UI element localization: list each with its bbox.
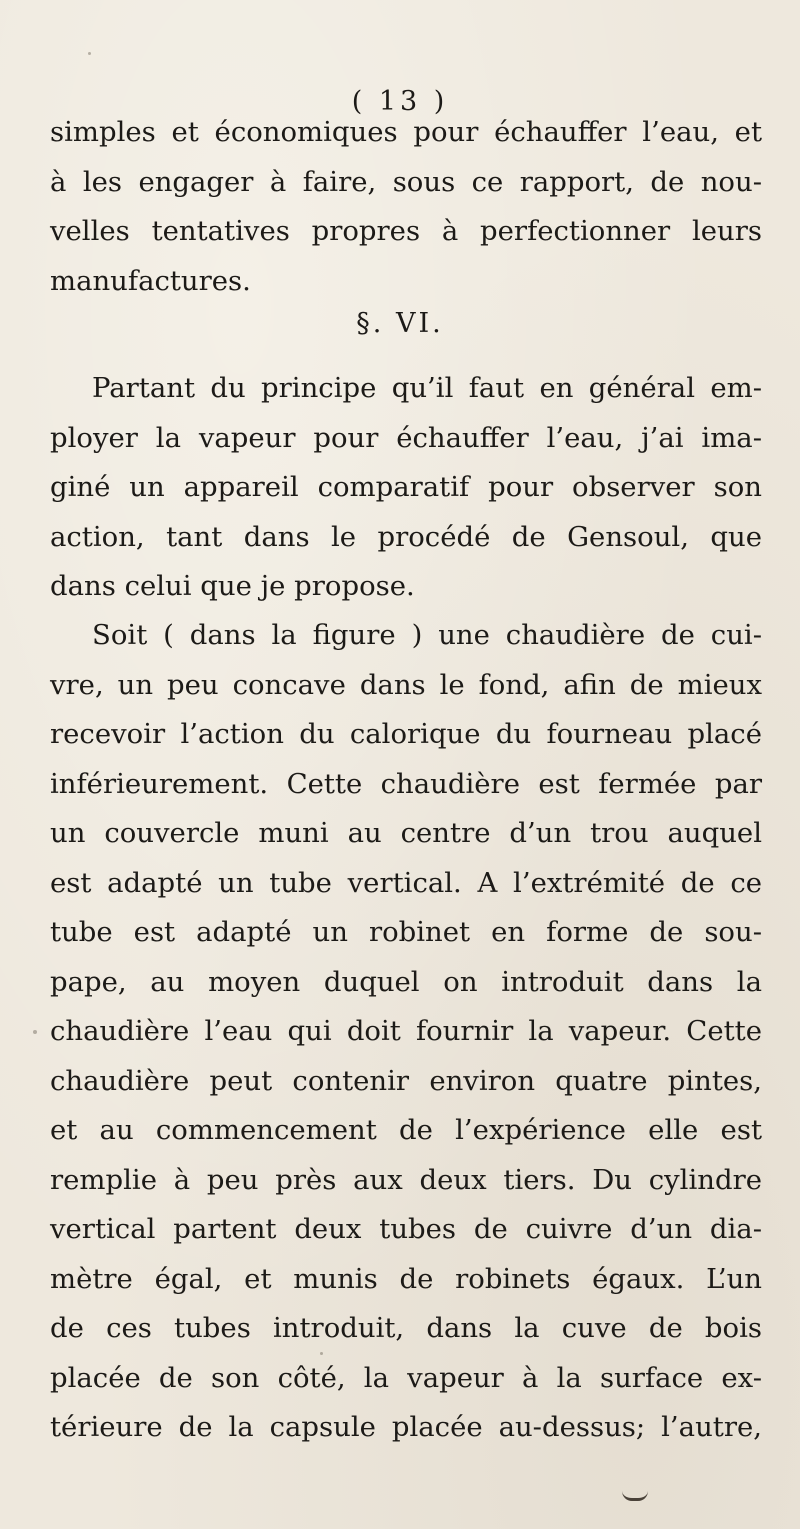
text-line: inférieurement. Cette chaudière est fermée par [50, 767, 762, 800]
text-line: tube est adapté un robinet en forme de sou- [50, 916, 762, 948]
text-line: placée de son côté, la vapeur à la surface ex- [50, 1361, 762, 1394]
text-line: dans celui que je propose. [50, 570, 415, 602]
text-line: giné un appareil comparatif pour observer son [50, 471, 762, 503]
page-number: ( 13 ) [351, 86, 449, 117]
text-line: mètre égal, et munis de robinets égaux. L’un [50, 1262, 762, 1295]
text-line: recevoir l’action du calorique du fourneau placé [50, 718, 762, 750]
text-line: chaudière peut contenir environ quatre pintes, [50, 1064, 762, 1097]
text-line: un couvercle muni au centre d’un trou auquel [50, 817, 762, 849]
ink-mark [622, 1488, 648, 1501]
text-line: et au commencement de l’expérience elle est [50, 1114, 762, 1146]
paper-speck [320, 1352, 323, 1355]
paragraph-three [50, 611, 762, 1453]
text-line: chaudière l’eau qui doit fournir la vapeur. Cette [50, 1015, 762, 1047]
text-line: vre, un peu concave dans le fond, afin de mieux [50, 668, 762, 701]
text-line: simples et économiques pour échauffer l’eau, et [50, 116, 762, 148]
text-line: Soit ( dans la figure ) une chaudière de cui- [92, 619, 762, 651]
text-line: Partant du principe qu’il faut en général em- [92, 372, 762, 404]
text-line: vertical partent deux tubes de cuivre d’un dia- [50, 1213, 762, 1245]
paper-speck [33, 1030, 37, 1034]
text-line: remplie à peu près aux deux tiers. Du cylindre [50, 1163, 762, 1196]
text-line: manufactures. [50, 264, 251, 297]
text-line: térieure de la capsule placée au-dessus; l’autre, [50, 1411, 762, 1443]
opening-paragraph [50, 108, 762, 306]
section-heading: §. VI. [356, 308, 444, 339]
paragraph-two [50, 364, 762, 612]
text-line: de ces tubes introduit, dans la cuve de bois [50, 1312, 762, 1344]
paper-speck [88, 52, 91, 55]
text-line: à les engager à faire, sous ce rapport, de nou- [50, 165, 762, 198]
text-line: velles tentatives propres à perfectionner leurs [50, 215, 762, 247]
text-line: pape, au moyen duquel on introduit dans la [50, 965, 762, 998]
text-line: ployer la vapeur pour échauffer l’eau, j’ai ima- [50, 421, 762, 454]
text-line: est adapté un tube vertical. A l’extrémité de ce [50, 866, 762, 899]
text-line: action, tant dans le procédé de Gensoul, que [50, 520, 762, 553]
